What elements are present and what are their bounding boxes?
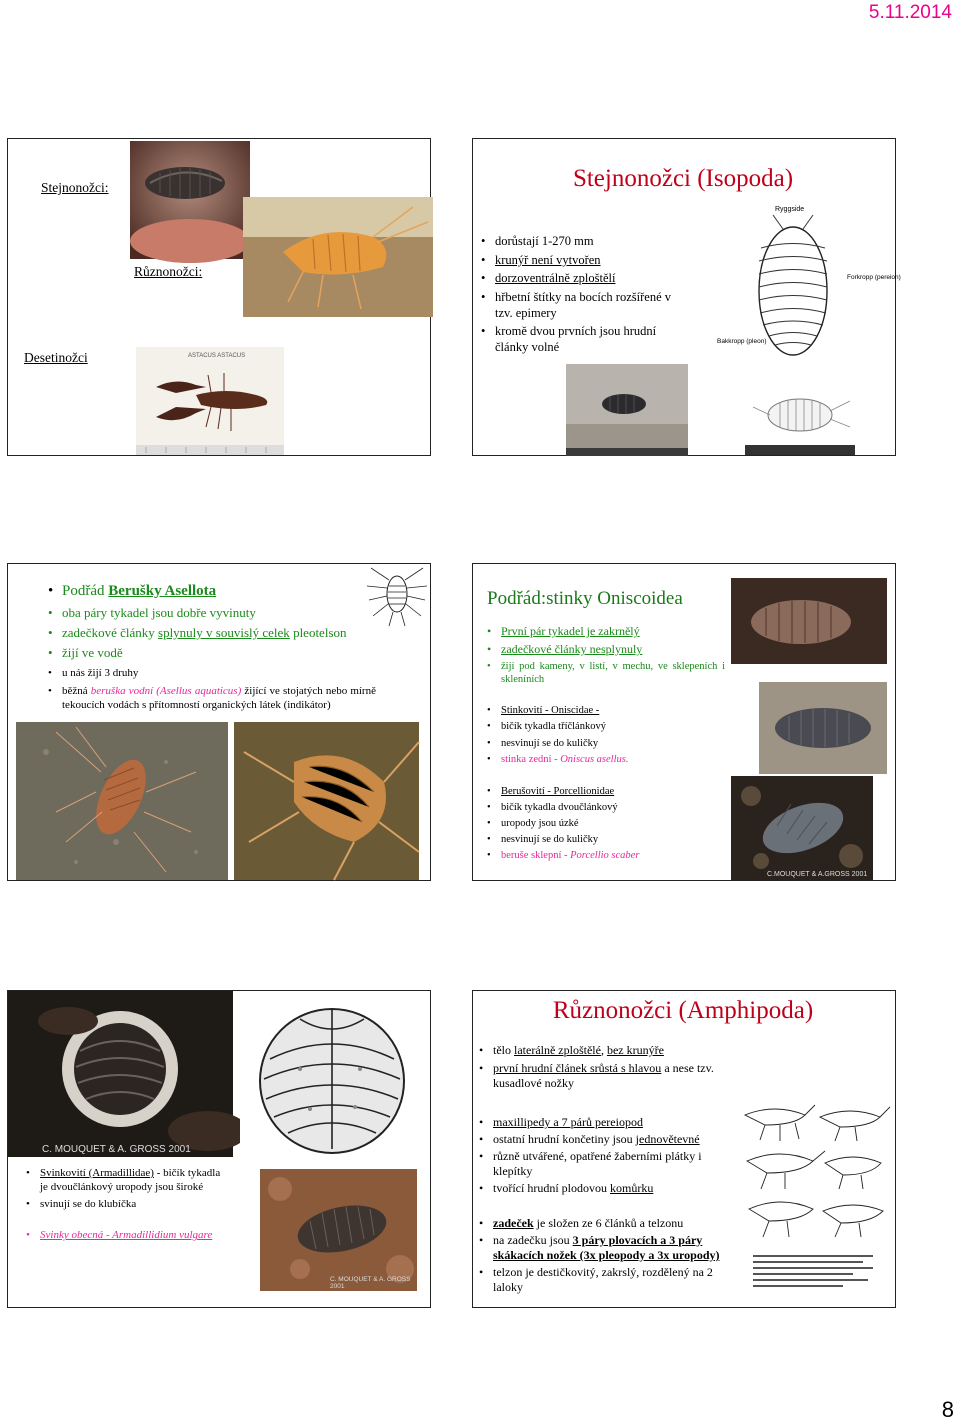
asellota-bullets	[46, 582, 376, 713]
isopoda-bullets	[479, 234, 689, 355]
document-date: 5.11.2014	[868, 2, 952, 23]
bullet: • nesvinují se do kuličky	[485, 833, 725, 846]
bullet: • stinka zední - Oniscus asellus.	[485, 753, 725, 766]
bullet: • běžná beruška vodní (Asellus aquaticus) žijící ve stojatých nebo mírně tekoucích vodách s přítomností organických látek (indikátor)	[46, 685, 376, 713]
bullet: • zadeček je složen ze 6 článků a telzonu	[477, 1216, 727, 1231]
porcellio-photo	[731, 776, 873, 880]
photo-credit: C.MOUQUET & A.GROSS 2001	[767, 871, 868, 878]
bullet: • Svinky obecná - Armadillidium vulgare	[24, 1229, 224, 1243]
slide-amphipoda	[472, 990, 896, 1308]
bullet: • tělo laterálně zploštělé, bez krunýře	[477, 1043, 739, 1058]
slide-title: Stejnonožci (Isopoda)	[572, 165, 794, 192]
slide-overview	[7, 138, 431, 456]
bullet: • kromě dvou prvních jsou hrudní články volné	[479, 324, 689, 355]
oniscoidea-bullets	[485, 624, 725, 862]
photo-credit: C. MOUQUET & A. GROSS 2001	[42, 1144, 191, 1155]
bullet: • žijí ve vodě	[46, 645, 376, 661]
bullet: • na zadečku jsou 3 páry plovacích a 3 páry skákacích nožek (3x pleopody a 3x uropody)	[477, 1233, 727, 1263]
asellus-sketch	[363, 564, 431, 629]
slide-isopoda	[472, 138, 901, 456]
isopod-diagram	[713, 203, 901, 368]
pillbug-rolled-photo	[8, 991, 233, 1157]
bullet: • dorzoventrálně zploštělí	[479, 271, 689, 287]
bullet: • bičík tykadla dvoučlánkový	[485, 801, 725, 814]
woodlouse-photo	[566, 364, 688, 456]
amphipoda-bullets-bottom	[477, 1115, 727, 1295]
bullet: • svinují se do klubíčka	[24, 1198, 224, 1212]
bullet: • Podřád Berušky Asellota	[46, 582, 376, 601]
crayfish-photo	[136, 347, 284, 455]
slide-title: Podřád:stinky Oniscoidea	[487, 588, 683, 609]
bullet: • zadečkové články nesplynuly	[485, 642, 725, 657]
bullet: • Berušovití - Porcellionidae	[485, 785, 725, 798]
bullet: • Svinkovití (Armadillidae) - bičík tykadla je dvoučlánkový uropody jsou široké	[24, 1167, 224, 1195]
asellus-photo-2	[234, 722, 419, 880]
slide-title: Různonožci (Amphipoda)	[552, 997, 814, 1024]
bullet: • telzon je destičkovitý, zakrslý, rozdělený na 2 laloky	[477, 1265, 727, 1295]
bullet: • ostatní hrudní končetiny jsou jednovětevné	[477, 1132, 727, 1147]
bullet: • první hrudní článek srůstá s hlavou a nese tzv. kusadlové nožky	[477, 1061, 739, 1091]
bullet: • u nás žijí 3 druhy	[46, 667, 376, 681]
oniscus-photo-2	[759, 682, 887, 774]
bullet: • zadečkové články splynuly v souvislý celek pleotelson	[46, 625, 376, 641]
isopod-photo	[130, 141, 250, 259]
diagram-label-dorsal: Ryggside	[775, 206, 805, 213]
bullet: • žijí pod kameny, v listí, v mechu, ve sklepeních i skleníních	[485, 660, 725, 686]
page-number: 8	[941, 1397, 954, 1422]
label-amphipoda: Různonožci:	[134, 264, 203, 279]
bullet: • bičík tykadla tříčlánkový	[485, 720, 725, 733]
label-isopoda: Stejnonožci:	[41, 180, 109, 195]
armadillidium-photo	[260, 1169, 417, 1291]
bullet: • První pár tykadel je zakrnělý	[485, 624, 725, 639]
bullet: • beruše sklepní - Porcellio scaber	[485, 849, 725, 862]
bullet: • krunýř není vytvořen	[479, 253, 689, 269]
photo-credit: C. MOUQUET & A. GROSS 2001	[330, 1276, 411, 1290]
amphipod-drawings	[735, 1095, 891, 1305]
pillbug-drawing	[745, 383, 855, 455]
amphipod-photo	[243, 197, 433, 317]
bullet: • uropody jsou úzké	[485, 817, 725, 830]
diagram-label-bakkropp: Bakkropp (pleon)	[717, 338, 767, 345]
slide-oniscoidea	[472, 563, 896, 881]
bullet: • různě utvářené, opatřené žaberními plátky i klepítky	[477, 1149, 727, 1179]
asellus-photo-1	[16, 722, 228, 880]
bullet: • Stinkovití - Oniscidae -	[485, 704, 725, 717]
bullet: • dorůstají 1-270 mm	[479, 234, 689, 250]
armadillidae-bullets	[24, 1167, 224, 1243]
slide-asellota	[7, 563, 431, 881]
amphipoda-bullets-top	[477, 1043, 739, 1091]
diagram-label-forkropp: Forkropp (pereion)	[847, 274, 901, 281]
oniscus-photo-1	[731, 578, 887, 664]
bullet: • hřbetní štítky na bocích rozšířené v tzv. epimery	[479, 290, 689, 321]
bullet: • nesvinují se do kuličky	[485, 737, 725, 750]
bullet: • oba páry tykadel jsou dobře vyvinuty	[46, 605, 376, 621]
armadillidium-drawing	[240, 999, 425, 1164]
specimen-label: ASTACUS ASTACUS	[188, 353, 246, 359]
slide-armadillidae	[7, 990, 431, 1308]
bullet: • maxillipedy a 7 párů pereiopod	[477, 1115, 727, 1130]
bullet: • tvořící hrudní plodovou komůrku	[477, 1181, 727, 1196]
label-decapoda: Desetinožci	[24, 350, 88, 365]
